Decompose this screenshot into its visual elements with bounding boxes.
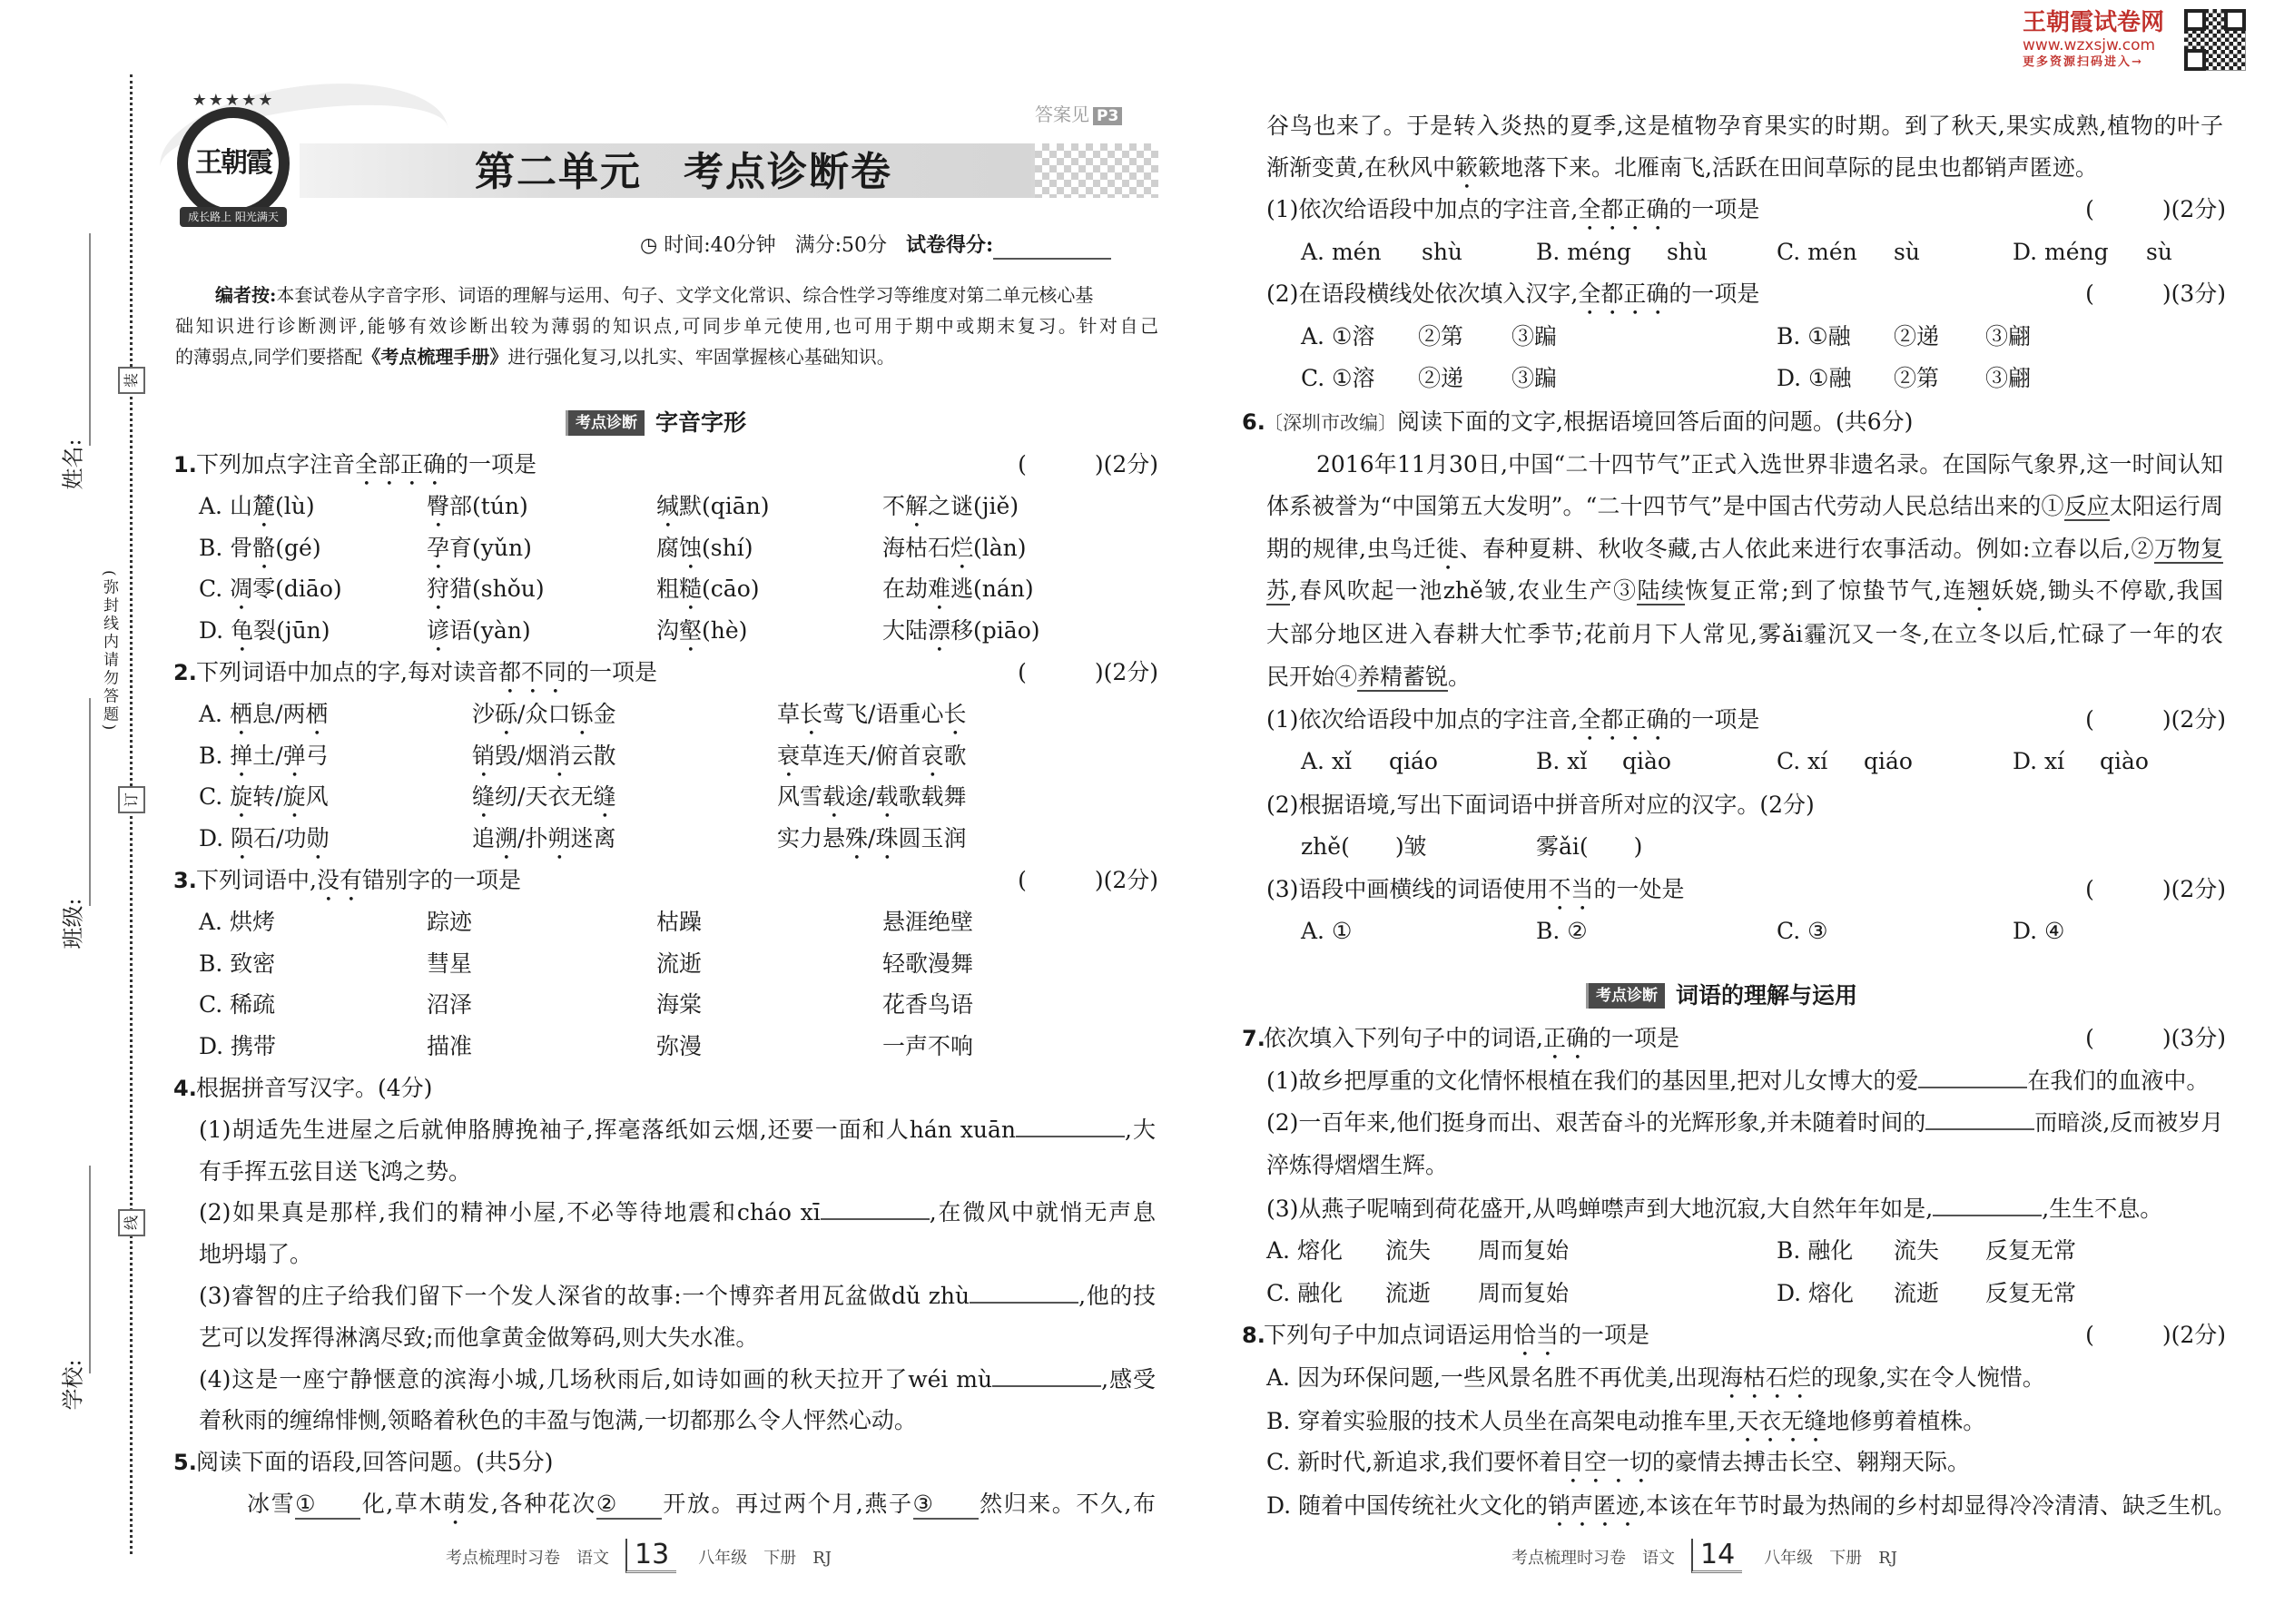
fill-item: (3)从燕子呢喃到荷花盛开,从鸣蝉噤声到大地沉寂,大自然年年如是, ,生生不息。	[1266, 1196, 2163, 1222]
emphasized-text: 狩	[427, 576, 450, 602]
footer-grade: 八年级	[1764, 1549, 1814, 1568]
option: 实力悬殊/珠圆玉润	[777, 825, 967, 851]
page-footer	[446, 1540, 848, 1574]
emphasized-text: 载	[875, 783, 899, 810]
page-number: 14	[1691, 1539, 1742, 1573]
option: A. 烘烤	[199, 909, 275, 935]
answer-blank[interactable]: ③	[913, 1491, 979, 1520]
section-header	[1586, 977, 1857, 1013]
option: D. 携带	[199, 1033, 277, 1059]
answer-blank[interactable]	[970, 1302, 1078, 1304]
emphasized-text: 蚀	[679, 535, 703, 561]
question-number: 3.	[173, 868, 197, 893]
fill-item-cont: 艺可以发挥得淋漓尽致;而他拿黄金做筹码,则大失水准。	[199, 1324, 759, 1351]
option: 彗星	[427, 950, 473, 977]
answer-blank[interactable]	[992, 1385, 1101, 1387]
sub-question-stem: (2)根据语境,写出下面词语中拼音所对应的汉字。(2分)	[1266, 792, 1815, 818]
fill-blank[interactable]: 雾ǎi( )	[1536, 833, 1643, 860]
page-number: 13	[625, 1539, 676, 1573]
editor-note-label: 编者按:	[215, 284, 277, 306]
school-label: 学校:	[60, 1359, 86, 1411]
emphasized-text: 朔	[547, 825, 571, 851]
answer-blank[interactable]	[1918, 1087, 2027, 1088]
sub-question-stem: (1)依次给语段中加点的字注音,全都正确的一项是	[1266, 706, 1760, 733]
emphasized-text: 正确	[1542, 1025, 1589, 1051]
emphasized-text: 砾	[495, 701, 518, 727]
emphasized-text: 缄	[656, 493, 680, 519]
option: A. xǐ	[1301, 748, 1353, 774]
option: C. mén	[1777, 239, 1857, 265]
answer-reference	[1035, 102, 1122, 129]
option: C. ①溶	[1301, 365, 1375, 391]
option: B. 致密	[199, 950, 276, 977]
emphasized-text: 全都正确	[1578, 196, 1669, 222]
emphasized-text: 弹	[282, 743, 306, 769]
emphasized-text: 勋	[306, 825, 330, 851]
emphasized-text: 天衣无缝	[1736, 1408, 1827, 1434]
emphasized-text: 萌	[442, 1491, 468, 1517]
section-badge: 考点诊断	[566, 410, 645, 436]
option: 海枯石烂(làn)	[882, 535, 1027, 561]
emphasized-text: 全部正确	[355, 451, 447, 477]
option: D. 随着中国传统社火文化的销声匿迹,本该在年节时最为热闹的乡村却显得冷冷清清、缺乏生机。	[1266, 1492, 2237, 1519]
underlined-text: 反应	[2063, 493, 2110, 519]
qr-code-icon[interactable]	[2184, 9, 2246, 71]
exam-info	[640, 231, 1111, 260]
option: D. méng	[2013, 239, 2109, 265]
passage-line: 2016年11月30日,中国“二十四节气”正式入选世界非遗名录。在国际气象界,这一时间认知	[1316, 451, 2223, 477]
option: ③蹁	[1511, 323, 1558, 349]
editor-note-line: 础知识进行诊断测评,能够有效诊断出较为薄弱的知识点,可同步单元使用,也可用于期中或期末复习。针对自己	[175, 315, 1158, 337]
emphasized-text: 栖	[229, 701, 252, 727]
question-number: 7.	[1242, 1026, 1265, 1051]
option: 缄默(qiān)	[656, 493, 770, 519]
option: 一声不响	[882, 1033, 974, 1059]
emphasized-text: 糙	[679, 576, 703, 602]
emphasized-text: 徙	[1435, 536, 1460, 562]
passage-line: 体系被誉为“中国第五大发明”。“二十四节气”是中国古代劳动人民总结出来的①反应太阳运行周	[1266, 493, 2223, 519]
option: 缝纫/天衣无缝	[472, 783, 616, 810]
option: C. 稀疏	[199, 991, 276, 1018]
passage-line: 大部分地区进入春耕大忙季节;花前月下人常见,雾ǎi霾沉又一冬,在立冬以后,忙碌了一年的农	[1266, 621, 2223, 647]
bold-text: 《考点梳理手册》	[362, 346, 508, 368]
option: ②递	[1894, 323, 1940, 349]
emphasized-text: 旋	[282, 783, 306, 810]
underlined-text: 陆续	[1637, 577, 1686, 604]
option: qiào	[1622, 748, 1671, 774]
class-label: 班级:	[60, 898, 86, 950]
answer-slot[interactable]: ( )(2分)	[1018, 867, 1158, 893]
option: 沙砾/众口铄金	[472, 701, 616, 727]
answer-blank[interactable]	[1016, 1136, 1125, 1137]
answer-slot[interactable]: ( )(2分)	[2085, 196, 2226, 222]
option: shù	[1422, 239, 1463, 265]
option: 枯躁	[656, 909, 703, 935]
option: 追溯/扑朔迷离	[472, 825, 616, 851]
option: 孕育(yǔn)	[427, 535, 532, 561]
answer-slot[interactable]: ( )(2分)	[1018, 451, 1158, 477]
page-title: 第二单元 考点诊断卷	[475, 149, 892, 195]
option: C. xí	[1777, 748, 1828, 774]
answer-slot[interactable]: ( )(2分)	[2085, 1322, 2226, 1348]
emphasized-text: 孕	[427, 535, 450, 561]
underlined-text: 万物复	[2153, 536, 2223, 562]
option: 周而复始	[1478, 1237, 1570, 1264]
emphasized-text: 珠	[875, 825, 899, 851]
option: A. ①溶	[1301, 323, 1375, 349]
option: 流逝	[656, 950, 703, 977]
section-badge: 考点诊断	[1586, 983, 1665, 1009]
option: 草长莺飞/语重心长	[777, 701, 967, 727]
seal-notice: (弥封线内请勿答题)	[100, 570, 118, 733]
option: C. 新时代,新追求,我们要怀着目空一切的豪情去搏击长空、翱翔天际。	[1266, 1449, 1971, 1475]
emphasized-text: 铄	[570, 701, 594, 727]
option: 描准	[427, 1033, 473, 1059]
sub-question	[0, 699, 2226, 741]
option: ③翩	[1985, 323, 2032, 349]
option: A. 栖息/两栖	[199, 701, 329, 727]
question-stem: 根据拼音写汉字。(4分)	[196, 1075, 433, 1101]
question-1	[0, 444, 1158, 486]
question-number: 2.	[173, 660, 197, 685]
emphasized-text: 麓	[251, 493, 275, 519]
option: B. ②	[1536, 918, 1588, 944]
option: 踪迹	[427, 909, 473, 935]
emphasized-text: 簌	[1454, 154, 1478, 181]
option: ②第	[1418, 323, 1464, 349]
footer-edition: RJ	[812, 1549, 832, 1568]
emphasized-text: 龟	[231, 617, 254, 644]
footer-series: 考点梳理时习卷	[1511, 1549, 1626, 1568]
option: D. xí	[2013, 748, 2065, 774]
emphasized-text: 缝	[472, 783, 496, 810]
option: 轻歌漫舞	[882, 950, 974, 977]
emphasized-text: 旋	[230, 783, 253, 810]
answer-blank[interactable]: ①	[295, 1491, 360, 1520]
sub-question-stem: (2)在语段横线处依次填入汉字,全都正确的一项是	[1266, 281, 1760, 307]
emphasized-text: 哀	[921, 743, 944, 769]
emphasized-text: 销	[472, 743, 496, 769]
option: C. 融化	[1266, 1280, 1344, 1306]
footer-subject: 语文	[576, 1549, 609, 1568]
option: sù	[1894, 239, 1920, 265]
option: 臀部(tún)	[427, 493, 528, 519]
question-stem: 阅读下面的语段,回答问题。(共5分)	[196, 1449, 554, 1475]
option: 周而复始	[1478, 1280, 1570, 1306]
question-stem: 下列词语中,没有错别字的一项是	[196, 867, 521, 893]
question-number: 4.	[173, 1076, 197, 1101]
emphasized-text: 不当	[1548, 876, 1594, 902]
fill-item: (2)一百年来,他们挺身而出、艰苦奋斗的光辉形象,并未随着时间的 而暗淡,反而被岁月	[1266, 1109, 2224, 1136]
underlined-text: 苏	[1266, 577, 1291, 604]
fill-item-cont: 地坍塌了。	[199, 1241, 313, 1267]
emphasized-text: 海枯石烂	[1719, 1364, 1811, 1391]
option: D. 陨石/功勋	[199, 825, 330, 851]
option: A. 熔化	[1266, 1237, 1343, 1264]
option: 粗糙(cāo)	[656, 576, 760, 602]
option: 沟壑(hè)	[656, 617, 748, 644]
emphasized-text: 凋	[230, 576, 253, 602]
fill-item: (1)故乡把厚重的文化情怀根植在我们的基因里,把对儿女博大的爱 在我们的血液中。	[1266, 1068, 2210, 1094]
option: A. 因为环保问题,一些风景名胜不再优美,出现海枯石烂的现象,实在令人惋惜。	[1266, 1364, 2045, 1391]
fill-item-cont: 着秋雨的缠绵悱恻,领略着秋色的丰盈与饱满,一切都那么令人怦然心动。	[199, 1407, 917, 1433]
option: 流逝	[1385, 1280, 1432, 1306]
answer-blank[interactable]	[821, 1218, 930, 1220]
logo-text: 王朝霞	[195, 147, 271, 179]
option: 在劫难逃(nán)	[882, 576, 1034, 602]
question-number: 5.	[173, 1450, 197, 1475]
option: qiào	[2100, 748, 2149, 774]
option: 腐蚀(shí)	[656, 535, 753, 561]
emphasized-text: 消	[547, 743, 571, 769]
answer-slot[interactable]: ( )(3分)	[2085, 1025, 2226, 1051]
score-label: 试卷得分:	[906, 233, 994, 257]
option: A. 山麓(lù)	[199, 493, 315, 519]
name-label: 姓名:	[60, 438, 86, 490]
site-name: 王朝霞试卷网	[2023, 9, 2165, 36]
option: B. 骨骼(gé)	[199, 535, 321, 561]
option: 风雪载途/载歌载舞	[777, 783, 967, 810]
page-footer	[1511, 1540, 1914, 1574]
site-cta: 更多资源扫码进入→	[2023, 55, 2143, 69]
site-url[interactable]: www.wzxsjw.com	[2023, 36, 2156, 54]
footer-grade: 八年级	[698, 1549, 748, 1568]
emphasized-text: 长	[943, 701, 967, 727]
passage-line: 苏,春风吹起一池zhě皱,农业生产③陆续恢复正常;到了惊蛰节气,连翘妖娆,锄头不停歇,我国	[1266, 577, 2223, 604]
underlined-text: 养精蓄锐	[1357, 664, 1449, 690]
fill-blank[interactable]: zhě( )皱	[1301, 833, 1427, 860]
question-stem: 依次填入下列句子中的词语,正确的一项是	[1264, 1025, 1679, 1051]
section-title: 字音字形	[655, 408, 747, 436]
option: 大陆漂移(piāo)	[882, 617, 1040, 644]
fill-item: (1)胡适先生进屋之后就伸胳膊挽袖子,挥毫落纸如云烟,还要一面和人hán xuān ,大	[199, 1117, 1156, 1143]
emphasized-text: 溯	[495, 825, 518, 851]
emphasized-text: 栖	[305, 701, 329, 727]
footer-edition: RJ	[1878, 1549, 1897, 1568]
emphasized-text: 都不同	[497, 659, 566, 685]
emphasized-text: 陨	[231, 825, 254, 851]
footer-volume: 下册	[763, 1549, 797, 1568]
question-number: 8.	[1242, 1323, 1265, 1348]
score-field[interactable]	[993, 238, 1111, 260]
option: C. ③	[1777, 918, 1828, 944]
answer-blank[interactable]	[1933, 1215, 2042, 1216]
answer-blank[interactable]	[1925, 1128, 2034, 1130]
name-field-line[interactable]	[89, 233, 91, 446]
option: A. ①	[1301, 918, 1353, 944]
question-stem: 阅读下面的文字,根据语境回答后面的问题。(共6分)	[1397, 408, 1914, 435]
answer-slot[interactable]: ( )(3分)	[2085, 281, 2226, 307]
answer-slot[interactable]: ( )(2分)	[2085, 876, 2226, 902]
option: 弥漫	[656, 1033, 703, 1059]
sub-question	[0, 869, 2226, 910]
emphasized-text: 全都正确	[1578, 706, 1669, 733]
sub-question-stem: (3)语段中画横线的词语使用不当的一处是	[1266, 876, 1685, 902]
section-title: 词语的理解与运用	[1676, 981, 1858, 1009]
option: 花香鸟语	[882, 991, 974, 1018]
option: 海棠	[656, 991, 703, 1018]
emphasized-text: 解	[905, 493, 929, 519]
option: qiáo	[1864, 748, 1913, 774]
option: ③翩	[1985, 365, 2032, 391]
emphasized-text: 缝	[593, 783, 616, 810]
time-limit: 时间:40分钟	[664, 234, 776, 257]
emphasized-text: 长	[800, 701, 823, 727]
answer-ref-label: 答案见	[1035, 103, 1089, 125]
question-8	[0, 1314, 2226, 1356]
footer-series: 考点梳理时习卷	[446, 1549, 560, 1568]
sub-question	[0, 273, 2226, 315]
option: 狩猎(shǒu)	[427, 576, 545, 602]
fill-item: (3)睿智的庄子给我们留下一个发人深省的故事:一个博弈者用瓦盆做dǔ zhù ,他的技	[199, 1283, 1156, 1309]
option: 反复无常	[1985, 1237, 2077, 1264]
option: ②第	[1894, 365, 1940, 391]
clock-icon: ◷	[640, 234, 658, 257]
option: D. 龟裂(jūn)	[199, 617, 330, 644]
section-header	[566, 404, 746, 440]
passage-line: 渐渐变黄,在秋风中簌簌地落下来。北雁南飞,活跃在田间草际的昆虫也都销声匿迹。	[1266, 154, 2098, 181]
passage-line: 期的规律,虫鸟迁徙、春种夏耕、秋收冬藏,古人依此来进行农事活动。例如:立春以后,②万物复	[1266, 536, 2223, 562]
option: B. méng	[1536, 239, 1631, 265]
option: 流逝	[1894, 1280, 1940, 1306]
logo-stars-icon: ★★★★★	[192, 91, 275, 110]
option: shù	[1667, 239, 1708, 265]
emphasized-text: 谚	[427, 617, 450, 644]
emphasized-text: 全都正确	[1578, 281, 1669, 307]
passage-line: 民开始④养精蓄锐。	[1266, 664, 1472, 690]
answer-page-badge: P3	[1093, 107, 1122, 125]
option: D. 熔化	[1777, 1280, 1855, 1306]
emphasized-text: 目空一切	[1561, 1449, 1653, 1475]
option: 流失	[1385, 1237, 1432, 1264]
emphasized-text: 壑	[679, 617, 703, 644]
option: C. 凋零(diāo)	[199, 576, 342, 602]
emphasized-text: 掸	[230, 743, 253, 769]
editor-note-line: 的薄弱点,同学们要搭配《考点梳理手册》进行强化复习,以扎实、牢固掌握核心基础知识。	[175, 346, 895, 368]
seal-mark: 装	[118, 367, 145, 394]
emphasized-text: 没有	[316, 867, 362, 893]
emphasized-text: 衰	[777, 743, 801, 769]
emphasized-text: 销声匿迹	[1548, 1492, 1639, 1519]
option: B. 掸土/弹弓	[199, 743, 329, 769]
fill-item: (2)如果真是那样,我们的精神小屋,不必等待地震和cháo xī ,在微风中就悄无声息	[199, 1199, 1156, 1225]
option: B. ①融	[1777, 323, 1851, 349]
option: 销毁/烟消云散	[472, 743, 616, 769]
option: 谚语(yàn)	[427, 617, 531, 644]
question-number: 1.	[173, 452, 197, 477]
option: sù	[2146, 239, 2172, 265]
question-2	[0, 652, 1158, 694]
answer-blank[interactable]: ②	[596, 1491, 662, 1520]
option: 反复无常	[1985, 1280, 2077, 1306]
option: 衰草连天/俯首哀歌	[777, 743, 967, 769]
seal-mark: 线	[118, 1209, 145, 1236]
emphasized-text: 骼	[252, 535, 276, 561]
footer-volume: 下册	[1829, 1549, 1863, 1568]
emphasized-text: 载	[822, 783, 846, 810]
question-7	[0, 1018, 2226, 1059]
logo-slogan: 成长路上 阳光满天	[180, 207, 287, 227]
passage-line: 冰雪① 化,草木萌发,各种花次② 开放。再过两个月,燕子③ 然归来。不久,布	[247, 1483, 1156, 1525]
option: qiáo	[1389, 748, 1438, 774]
option: 沼泽	[427, 991, 473, 1018]
sub-question	[0, 189, 2226, 231]
option: 流失	[1894, 1237, 1940, 1264]
option: ③蹁	[1511, 365, 1558, 391]
sub-question-stem: (1)依次给语段中加点的字注音,全都正确的一项是	[1266, 196, 1760, 222]
option: B. xǐ	[1536, 748, 1588, 774]
full-score: 满分:50分	[794, 234, 888, 257]
question-source: 〔深圳市改编〕	[1264, 412, 1397, 434]
option: D. ④	[2013, 918, 2065, 944]
answer-slot[interactable]: ( )(2分)	[1018, 659, 1158, 685]
fill-item-cont: 有手挥五弦目送飞鸿之势。	[199, 1158, 472, 1185]
emphasized-text: 难	[928, 576, 951, 602]
emphasized-text: 恰当	[1513, 1322, 1560, 1348]
option: 悬涯绝壁	[882, 909, 974, 935]
passage-line: 谷鸟也来了。于是转入炎热的夏季,这是植物孕育果实的时期。到了秋天,果实成熟,植物的叶子	[1266, 113, 2223, 139]
option: C. 旋转/旋风	[199, 783, 329, 810]
site-banner	[2023, 9, 2164, 71]
option: D. ①融	[1777, 365, 1852, 391]
seal-mark: 订	[118, 786, 145, 813]
question-stem: 下列词语中加点的字,每对读音都不同的一项是	[196, 659, 657, 685]
option: B. 融化	[1777, 1237, 1854, 1264]
fill-item: (4)这是一座宁静惬意的滨海小城,几场秋雨后,如诗如画的秋天拉开了wéi mù ,感受	[199, 1366, 1156, 1393]
emphasized-text: 漂	[928, 617, 951, 644]
emphasized-text: 烂	[950, 535, 974, 561]
option: 不解之谜(jiě)	[882, 493, 1019, 519]
question-stem: 下列句子中加点词语运用恰当的一项是	[1264, 1322, 1650, 1348]
editor-note-line: 编者按:本套试卷从字音字形、词语的理解与运用、句子、文学文化常识、综合性学习等维度对第二单元核心基	[215, 284, 1094, 306]
question-number: 6.	[1242, 409, 1265, 435]
option: B. 穿着实验服的技术人员坐在高架电动推车里,天衣无缝地修剪着植株。	[1266, 1408, 1986, 1434]
emphasized-text: 臀	[427, 493, 450, 519]
emphasized-text: 翘	[1966, 577, 1992, 604]
footer-subject: 语文	[1642, 1549, 1675, 1568]
question-stem: 下列加点字注音全部正确的一项是	[196, 451, 537, 477]
fill-item-cont: 淬炼得熠熠生辉。	[1266, 1152, 1449, 1178]
answer-slot[interactable]: ( )(2分)	[2085, 706, 2226, 733]
option: A. mén	[1301, 239, 1382, 265]
emphasized-text: 殊	[845, 825, 869, 851]
option: ②递	[1418, 365, 1464, 391]
